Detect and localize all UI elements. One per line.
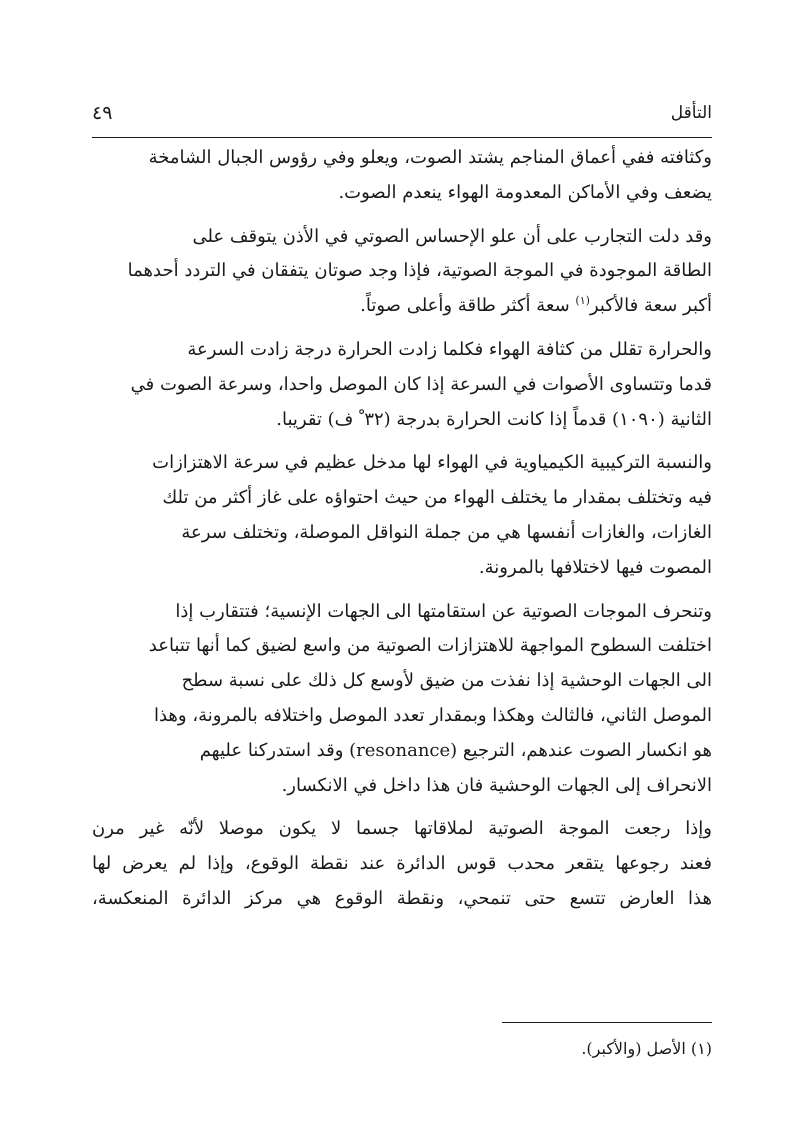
header-rule xyxy=(92,137,712,138)
paragraph-2 xyxy=(92,220,712,324)
paragraph-4: والنسبة التركيبية الكيمياوية في الهواء لها مدخل عظيم في سرعة الاهتزازات فيه وتختلف بمقدار ما يختلف الهواء من حيث احتواؤه على غاز أكثر من تلك الغازات، والغازات أنفسها هي من جملة النواقل الموصلة، وتختلف سرعة المصوت فيها لاختلافها بالمرونة. xyxy=(152,452,712,578)
footnote-reference: (١) xyxy=(575,294,590,308)
paragraph-5-text-end: ) وقد استدركنا عليهم الانحراف إلى الجهات الوحشية فان هذا داخل في الانكسار. xyxy=(199,739,712,796)
paragraph-5 xyxy=(92,595,712,804)
latin-term: resonance xyxy=(356,739,451,761)
paragraph-2-text: وقد دلت التجارب على أن علو الإحساس الصوتي في الأذن يتوقف على الطاقة الموجودة في الموجة الصوتية، فإذا وجد صوتان يتفقان في التردد أحدهما أكبر سعة فالأكبر xyxy=(127,225,712,317)
running-header xyxy=(92,98,712,128)
page-number: ٤٩ xyxy=(92,102,113,124)
footnote: (١) الأصل (والأكبر). xyxy=(581,1039,712,1058)
footnote-rule xyxy=(502,1022,712,1023)
paragraph-1: وكثافته ففي أعماق المناجم يشتد الصوت، ويعلو وفي رؤوس الجبال الشامخة يضعف وفي الأماكن المعدومة الهواء ينعدم الصوت. xyxy=(148,147,712,203)
paragraph-2-text-end: سعة أكثر طاقة وأعلى صوتاً. xyxy=(360,295,576,317)
header-title: التأقل xyxy=(670,103,712,123)
paragraph-5-text: وتنحرف الموجات الصوتية عن استقامتها الى الجهات الإنسية؛ فتتقارب إذا اختلفت السطوح المواجهة للاهتزازات الصوتية من واسع لضيق كما أنها تتباعد الى الجهات الوحشية إذا نفذت من ضيق لأوسع كل ذلك على نسبة سطح الموصل الثاني، فالثالث وهكذا وبمقدار تعدد الموصل واختلافه بالمرونة، وهذا هو انكسار الصوت عندهم، الترجيع ( xyxy=(148,600,712,761)
paragraph-6: وإذا رجعت الموجة الصوتية لملاقاتها جسما لا يكون موصلا لأنّه غير مرن فعند رجوعها يتقعر محدب قوس الدائرة عند نقطة الوقوع، وإذا لم يعرض لها هذا العارض تتسع حتى تنمحي، ونقطة الوقوع هي مركز الدائرة المنعكسة، xyxy=(92,818,712,909)
book-page xyxy=(92,0,712,1134)
body-text xyxy=(92,141,712,926)
paragraph-3: والحرارة تقلل من كثافة الهواء فكلما زادت الحرارة درجة زادت السرعة قدما وتتساوى الأصوات في السرعة إذا كان الموصل واحدا، وسرعة الصوت في الثانية (١٠٩٠) قدماً إذا كانت الحرارة بدرجة (٣٢ ْ ف) تقريبا. xyxy=(130,338,712,430)
